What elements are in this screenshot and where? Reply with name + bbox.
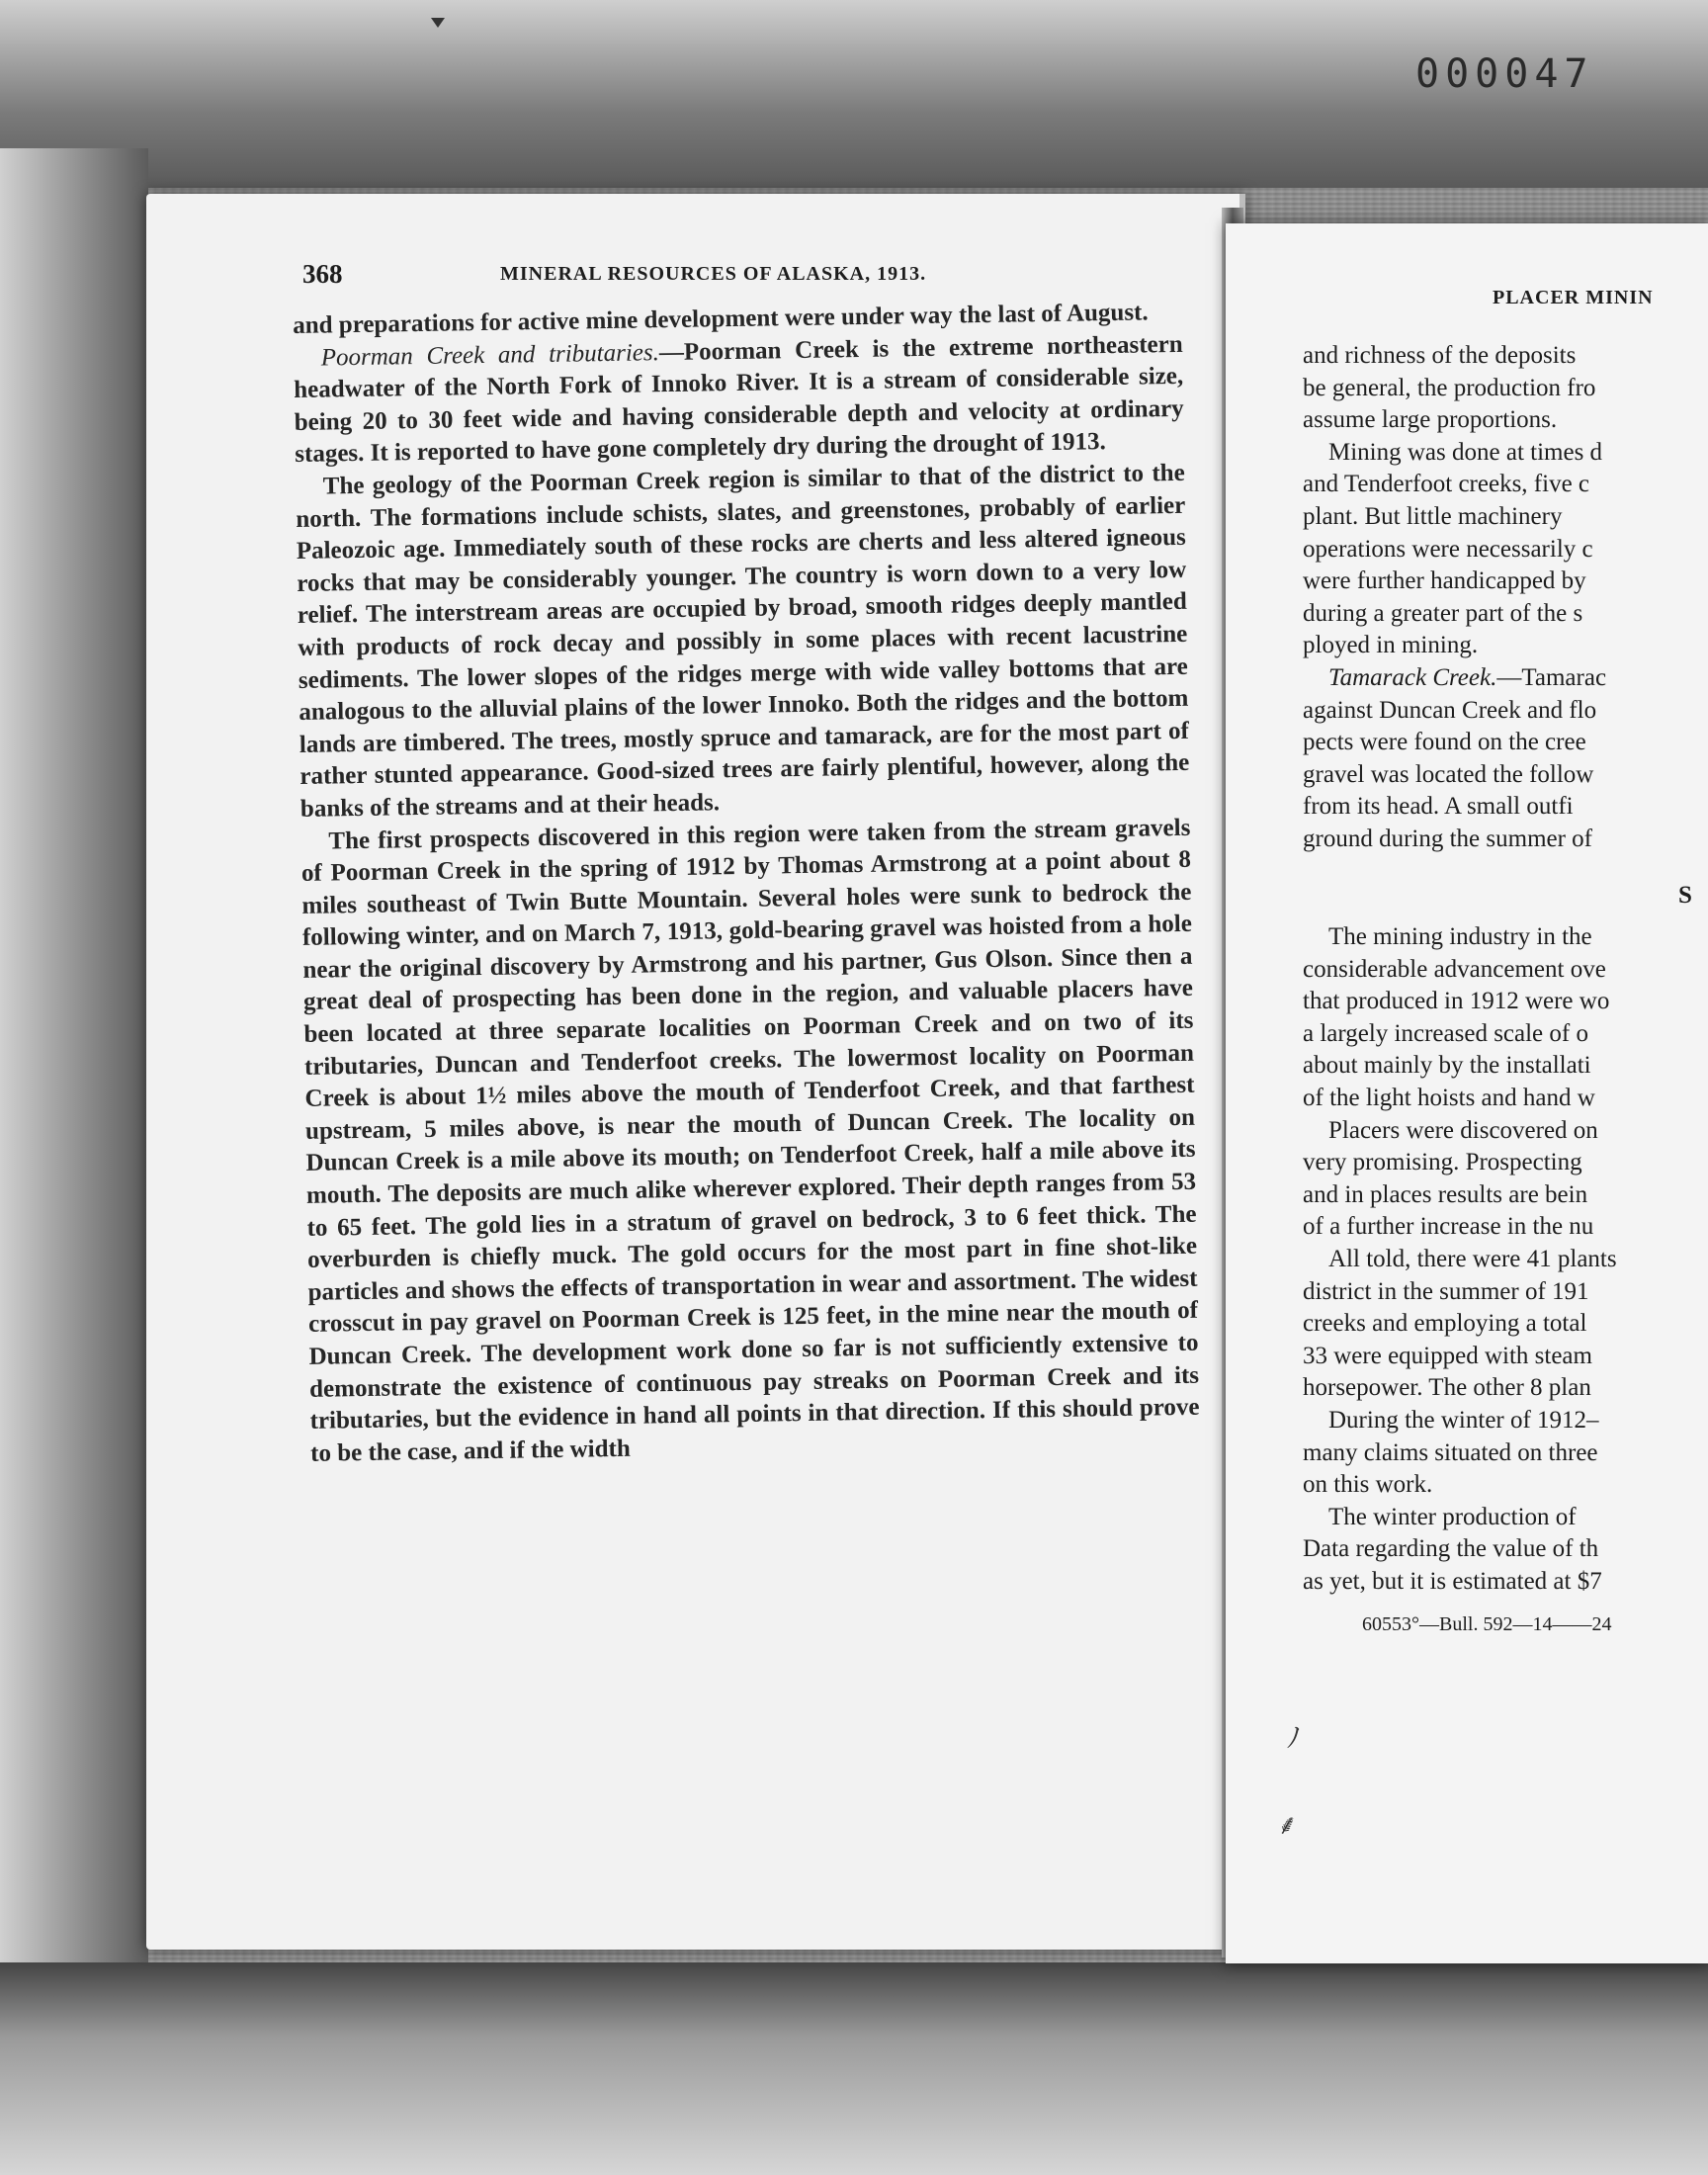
paragraph: and preparations for active mine development were under way the last of August. [293,299,1149,339]
serial-number: 000047 [1415,51,1594,97]
spacer [1303,856,1708,880]
pencil-mark: ﾉ [1287,1723,1302,1754]
pencil-mark: ⸙ [1277,1810,1299,1841]
text-line: horsepower. The other 8 plan [1303,1374,1591,1402]
paragraph: Poorman Creek and tributaries.—Poorman Creek is the extreme northeastern headwater of the North Fork of Innoko River. It is a stream of considerable size, being 20 to 30 feet wide and having considerable depth and velocity at ordinary stages. It is reported to have gone completely dry during the drought of 1913. [294,330,1184,469]
left-page-header [302,259,1182,299]
page-footer: 60553°—Bull. 592—14——24 [1362,1612,1612,1635]
text-line: as yet, but it is estimated at $7 [1303,1567,1602,1595]
scan-background-bottom [0,1962,1708,2175]
text-line: operations were necessarily c [1303,535,1593,563]
text-line: that produced in 1912 were wo [1303,988,1610,1015]
text-line: and Tenderfoot creeks, five c [1303,471,1590,498]
text-line: 33 were equipped with steam [1303,1342,1592,1369]
text-line: Tamarack Creek.—Tamarac [1328,663,1607,691]
text-line: All told, there were 41 plants [1328,1246,1617,1273]
text-line: were further handicapped by [1303,567,1586,595]
text-line: During the winter of 1912– [1328,1407,1599,1434]
text-line: about mainly by the installati [1303,1052,1591,1080]
text-line: Data regarding the value of th [1303,1535,1599,1563]
scan-background-left [0,148,148,1977]
text-line: during a greater part of the s [1303,599,1583,627]
text-line: on this work. [1303,1471,1433,1499]
text-line: from its head. A small outfi [1303,793,1574,821]
text-line: be general, the production fro [1303,374,1596,401]
text-line: Mining was done at times d [1328,438,1603,466]
right-running-head: PLACER MININ [1493,287,1654,308]
text-line: and richness of the deposits [1303,342,1577,369]
text-line: and in places results are bein [1303,1180,1588,1208]
text-line: The winter production of [1328,1503,1577,1530]
text-line: creeks and employing a total [1303,1310,1587,1338]
text-line: considerable advancement ove [1303,955,1606,983]
text-line: The mining industry in the [1328,923,1592,951]
paragraph: The first prospects discovered in this region were taken from the stream gravels of Poorman Creek in the spring of 1912 by Thomas Armstrong at a point about 8 miles southeast of Twin Butte Mountain. Several holes were sunk to bedrock the following winter, and on March 7, 1913, gold-bearing gravel was hoisted from a hole near the original discovery by Armstrong and his partner, Gus Olson. Since then a great deal of prospecting has been done in the region, and valuable placers have been located at three separate localities on Poorman Creek and on two of its tributaries, Duncan and Tenderfoot creeks. The lowermost locality on Poorman Creek is about 1½ miles above the mouth of Tenderfoot Creek, and that farthest upstream, 5 miles above, is near the mouth of Duncan Creek. The locality on Duncan Creek is a mile above its mouth; on Tenderfoot Creek, half a mile above its mouth. The deposits are much alike wherever explored. Their depth ranges from 53 to 65 feet. The gold lies in a stratum of gravel on bedrock, 3 to 6 feet thick. The overburden is chiefly muck. The gold occurs for the most part in fine shot-like particles and shows the effects of transportation in wear and assortment. The widest crosscut in pay gravel on Poorman Creek is 125 feet, in the mine near the mouth of Duncan Creek. The development work done so far is not sufficiently extensive to demonstrate the existence of continuous pay streaks on Poorman Creek and its tributaries, but the evidence in hand all points in that direction. If this should prove to be the case, and if the width [300,814,1200,1467]
text-line: gravel was located the follow [1303,760,1594,788]
text-line: ployed in mining. [1303,632,1479,659]
page-number: 368 [302,259,343,289]
section-heading: Poorman Creek and tributaries. [320,338,660,372]
text-line: many claims situated on three [1303,1438,1598,1466]
right-page [1226,223,1708,1963]
right-page-body [1303,340,1708,1640]
text-line: against Duncan Creek and flo [1303,696,1597,724]
section-heading: Tamarack Creek. [1328,663,1497,691]
section-letter: S [1678,881,1692,909]
text-line: ground during the summer of [1303,825,1593,852]
text-line: assume large proportions. [1303,406,1558,434]
text-line: plant. But little machinery [1303,502,1563,530]
left-page-body [293,297,1200,1470]
running-head: MINERAL RESOURCES OF ALASKA, 1913. [500,263,927,285]
text-line: of a further increase in the nu [1303,1213,1594,1241]
text-line: of the light hoists and hand w [1303,1085,1595,1112]
left-page [146,194,1245,1950]
text-line: district in the summer of 191 [1303,1277,1589,1305]
text-line: Placers were discovered on [1328,1116,1598,1144]
paragraph: The geology of the Poorman Creek region is similar to that of the district to the north. The formations include schists, slates, and greenstones, probably of earlier Paleozoic age. Immediately south of these rocks are cherts and less altered igneous rocks that may be considerably younger. The country is worn down to a very low relief. The interstream areas are occupied by broad, smooth ridges deeply mantled with products of rock decay and possibly in some places with recent lacustrine sediments. The lower slopes of the ridges merge with wide valley bottoms that are analogous to the alluvial plains of the lower Innoko. Both the ridges and the bottom lands are timbered. The trees, mostly spruce and tamarack, are for the most part of rather stunted appearance. Good-sized trees are fairly plentiful, however, along the banks of the streams and at their heads. [296,459,1190,823]
text-line: very promising. Prospecting [1303,1149,1582,1176]
spacer [1303,912,1708,921]
text-line: a largely increased scale of o [1303,1019,1588,1047]
text-line: pects were found on the cree [1303,729,1586,756]
